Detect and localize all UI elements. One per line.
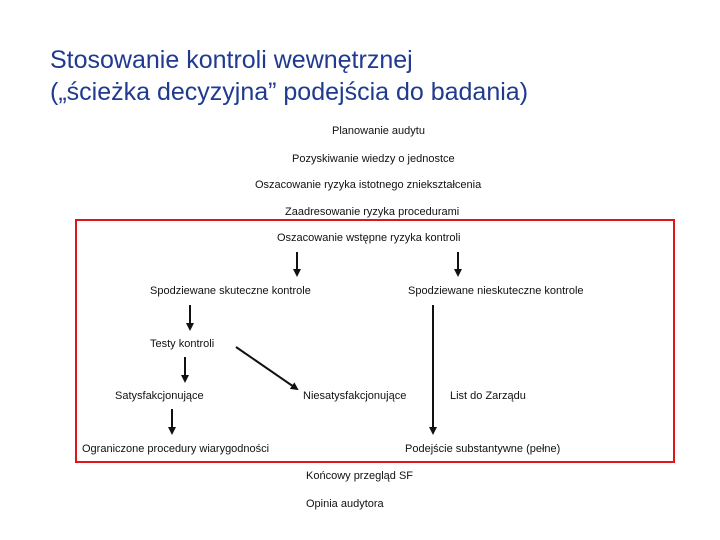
step-satisfactory: Satysfakcjonujące	[115, 390, 204, 402]
step-control-risk: Oszacowanie wstępne ryzyka kontroli	[277, 232, 461, 244]
step-control-tests: Testy kontroli	[150, 338, 215, 350]
step-effective-controls: Spodziewane skuteczne kontrole	[150, 285, 311, 297]
step-planning: Planowanie audytu	[332, 125, 425, 137]
step-unsatisfactory: Niesatysfakcjonujące	[303, 390, 407, 402]
title-line-1: Stosowanie kontroli wewnętrznej	[50, 46, 413, 74]
title-line-2: („ścieżka decyzyjna” podejścia do badania)	[50, 78, 529, 106]
step-limited-procedures: Ograniczone procedury wiarygodności	[82, 443, 270, 455]
step-substantive: Podejście substantywne (pełne)	[405, 443, 561, 455]
step-knowledge: Pozyskiwanie wiedzy o jednostce	[292, 153, 455, 165]
arrow-to-unsatisfactory	[236, 347, 297, 389]
step-opinion: Opinia audytora	[306, 498, 384, 510]
step-final-review: Końcowy przegląd SF	[306, 470, 413, 482]
step-letter: List do Zarządu	[450, 390, 526, 402]
step-ineffective-controls: Spodziewane nieskuteczne kontrole	[408, 285, 584, 297]
step-risk-assessment: Oszacowanie ryzyka istotnego zniekształcenia	[255, 179, 482, 191]
step-risk-procedures: Zaadresowanie ryzyka procedurami	[285, 206, 460, 218]
